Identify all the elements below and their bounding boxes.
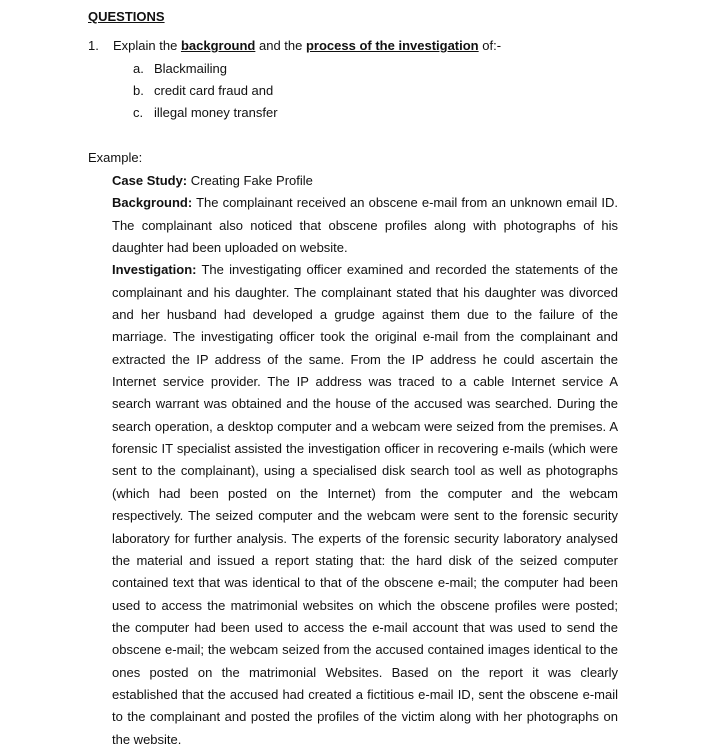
list-item	[133, 104, 278, 126]
question-suffix: of:-	[482, 38, 502, 53]
investigation-label: Investigation:	[112, 262, 197, 278]
background-paragraph	[112, 192, 618, 259]
question-term-process: process of the investigation	[305, 38, 479, 53]
item-text: Blackmailing	[154, 61, 227, 76]
background-text: The complainant received an obscene e-mail from an unknown email ID. The complainant also noticed that obscene profiles along with photographs of his daughter had been uploaded on website.	[112, 195, 618, 256]
questions-heading: QUESTIONS	[88, 9, 165, 24]
item-letter: b.	[133, 83, 144, 98]
question-number: 1.	[88, 38, 99, 53]
example-label: Example:	[88, 150, 143, 165]
item-letter: a.	[133, 61, 144, 76]
case-study-label: Case Study:	[112, 173, 188, 188]
investigation-text: The investigating officer examined and recorded the statements of the complainant and his daughter. The complainant stated that his daughter was divorced and her husband had developed a grudge against them due to the failure of the marriage. The investigating officer took the original e-mail from the complainant and extracted the IP address of the same. From the IP address he could ascertain the Internet service provider. The IP address was traced to a cable Internet service A search warrant was obtained and the house of the accused was searched. During the search operation, a desktop computer and a webcam were seized from the premises. A forensic IT specialist assisted the investigation officer in recovering e-mails (which were sent to the complainant), using a specialised disk search tool as well as photographs (which had been posted on the Internet) from the computer and the webcam respectively. The seized computer and the webcam were sent to the forensic security laboratory for further analysis. The experts of the forensic security laboratory analysed the material and issued a report stating that: the hard disk of the seized computer contained text that was identical to that of the obscene e-mail; the computer had been used to access the matrimonial websites on which the obscene profiles were posted; the computer had been used to access the e-mail account that was used to send the obscene e-mail; the webcam seized from the accused contained images identical to the ones posted on the matrimonial Websites. Based on the report it was clearly established that the accused had created a fictitious e-mail ID, sent the obscene e-mail to the complainant and posted the profiles of the victim along with her photographs on the website.	[112, 262, 618, 747]
case-study-block	[112, 170, 618, 751]
case-study-title: Creating Fake Profile	[190, 173, 313, 188]
question-term-background: background	[180, 38, 256, 53]
item-text: illegal money transfer	[154, 105, 278, 120]
list-item	[133, 60, 278, 82]
question-prefix: Explain the	[113, 38, 178, 53]
question-1	[88, 38, 501, 53]
question-middle: and the	[258, 38, 303, 53]
background-label: Background:	[112, 195, 193, 211]
question-subitems	[133, 60, 278, 126]
item-letter: c.	[133, 105, 144, 120]
list-item	[133, 82, 278, 104]
investigation-paragraph	[112, 259, 618, 751]
item-text: credit card fraud and	[154, 83, 274, 98]
case-study-line	[112, 170, 618, 192]
